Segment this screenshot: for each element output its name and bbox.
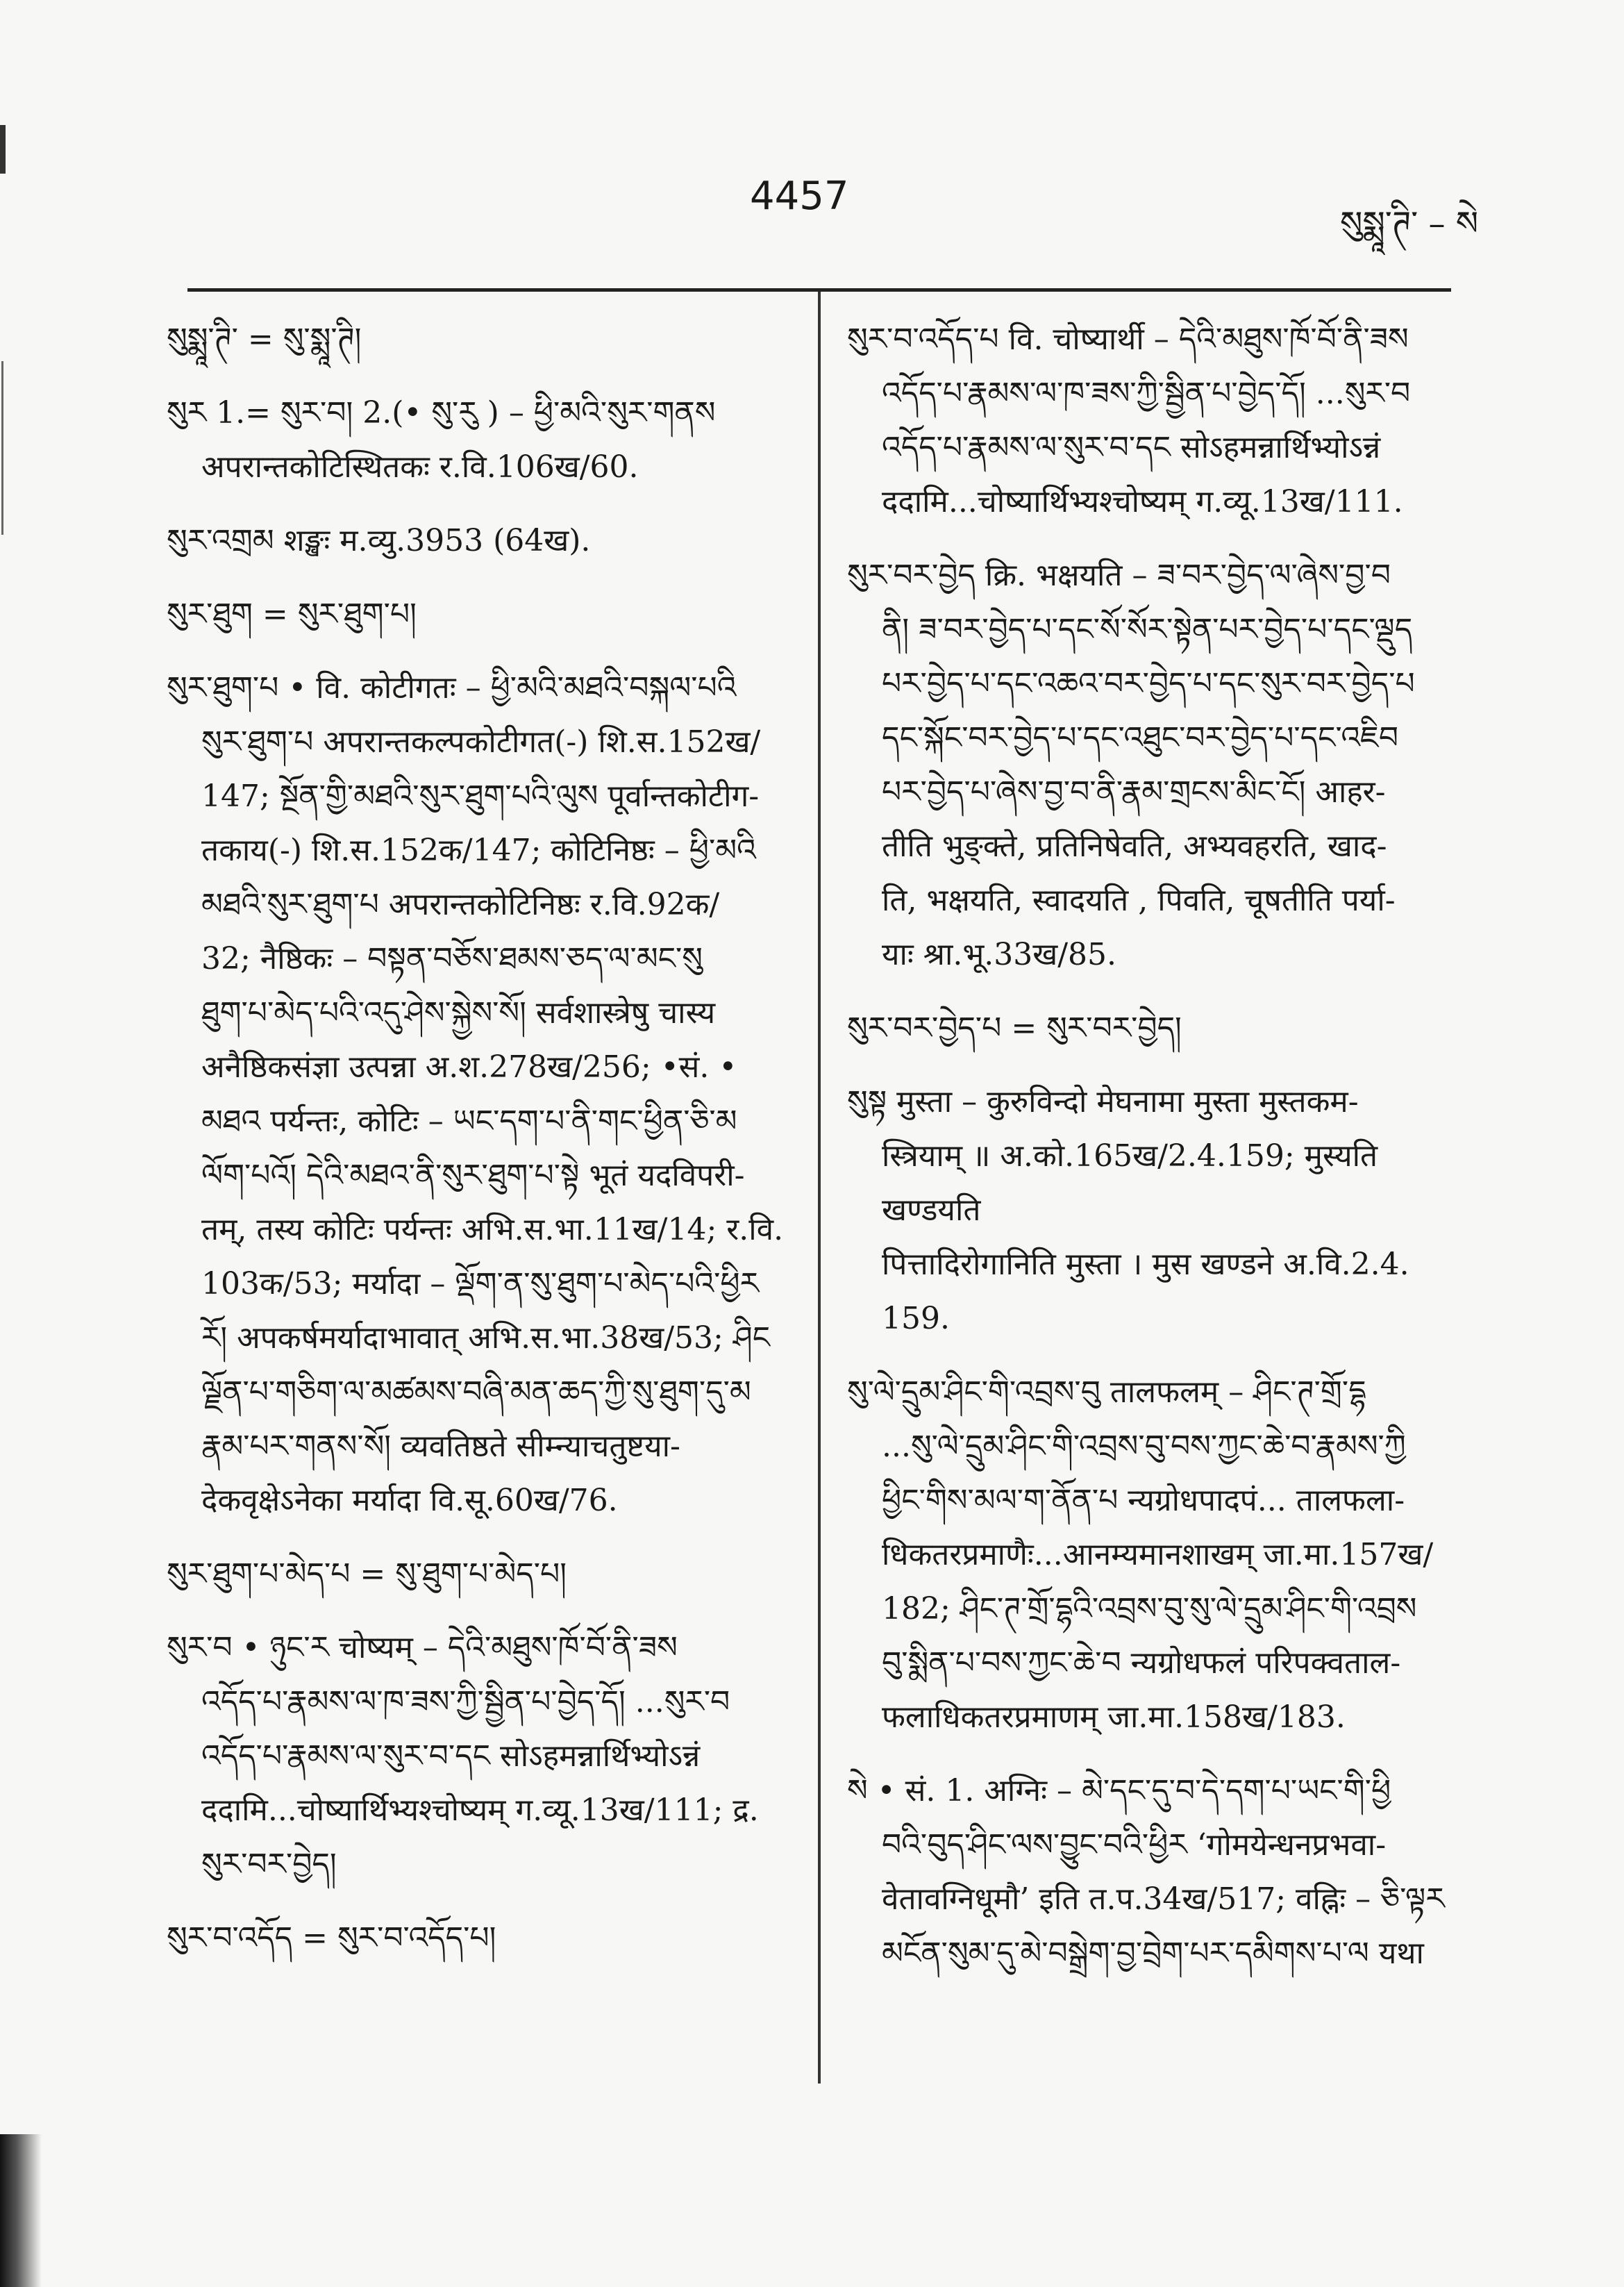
entry-headline: སུར་བ་འདོད་པ वि. चोष्यार्थी – དེའི་མཐུས་ཁོ་བོ་ནི་ཟས [847,322,1409,357]
entry-line: पित्तादिरोगानिति मुस्ता । मुस खण्डने अ.वि.2.4. [882,1247,1409,1282]
entry-line: བུ་སྨིན་པ་བས་ཀྱང་ཆེ་བ न्यग्रोधफलं परिपक्वताल- [882,1645,1401,1681]
dictionary-entry [167,386,792,494]
entry-line: འདོད་པ་རྣམས་ལ་ཁ་ཟས་ཀྱི་སྦྱིན་པ་བྱེད་དོ། ...སུར་བ [201,1684,730,1720]
entry-line: མངོན་སུམ་དུ་མེ་བསྒྲེག་བྱ་བྲེག་པར་དམིགས་པ་ལ यथा [882,1936,1424,1971]
entry-line: तम्, तस्य कोटिः पर्यन्तः अभि.स.भा.11ख/14; र.वि. [201,1212,784,1247]
entry-line: 32; नैष्ठिकः – བསྟན་བཅོས་ཐམས་ཅད་ལ་མང་སུ [201,941,703,976]
entry-headline: སེ • सं. 1. अग्निः – མེ་དང་དུ་བ་དེ་དག་པ་ཡང་གི་ཕྱི [847,1773,1391,1808]
dictionary-entry [847,549,1458,982]
entry-line: 182; ཤིང་ཊ་གྲོ་དྷའི་འབྲས་བུ་སུ་ལེ་དྲུམ་ཤིང་གི་འབྲས [882,1591,1417,1627]
entry-line: བའི་བུད་ཤིང་ལས་བྱུང་བའི་ཕྱིར ‘गोमयेन्धनप्रभवा- [882,1827,1387,1863]
dictionary-entry [847,1764,1458,1981]
entry-headline: སུསྟ मुस्ता – कुरुविन्दो मेघनामा मुस्ता मुस्तकम- [847,1084,1359,1120]
margin-line [1,361,3,535]
entry-line: तकाय(-) शि.स.152क/147; कोटिनिष्ठः – ཕྱི་མའི [201,833,756,868]
entry-line: ལོག་པའོ། དེའི་མཐའ་ནི་སུར་ཐུག་པ་སྟེ भूतं यदविपरी- [201,1158,745,1193]
dictionary-entry [167,1547,792,1602]
entry-line: स्त्रियाम् ॥ अ.को.165ख/2.4.159; मुस्यति खण्डयति [882,1138,1378,1228]
dictionary-entry [847,1075,1458,1346]
running-head: སུསྨཱ་ཊི་ – སེ [1340,204,1479,243]
entry-headline: སུར་བ་འདོད = སུར་བ་འདོད་པ། [167,1920,496,1956]
entry-line: ཐུག་པ་མེད་པའི་འདུ་ཤེས་སྐྱེས་སོ། सर्वशास्त्रेषु चास्य [201,995,716,1031]
entry-line: 147; སྔོན་གྱི་མཐའི་སུར་ཐུག་པའི་ལུས पूर्वान्तकोटीग- [201,779,760,814]
entry-line: ལྗོན་པ་གཅིག་ལ་མཚམས་བཞི་མན་ཆད་ཀྱི་སུ་ཐུག་དུ་མ [201,1374,751,1410]
entry-headline: སུསྨཱ་ཊི་ = སུ་སྨཱ་ཊི། [167,322,362,357]
entry-line: ति, भक्षयति, स्वादयति , पिवति, चूषतीति पर्या- [882,883,1396,918]
entry-line: देकवृक्षेऽनेका मर्यादा वि.सू.60ख/76. [201,1483,618,1518]
entry-line: ཕྱིང་གིས་མལ་ག་ནོན་པ न्यग्रोधपादपं... तालफला- [882,1483,1405,1518]
entry-headline: སུ་ལེ་དྲུམ་ཤིང་གི་འབྲས་བུ तालफलम् – ཤིང་ཊ་གྲོ་དྷ [847,1374,1366,1410]
entry-line: སུར་ཐུག་པ अपरान्तकल्पकोटीगत(-) शि.स.152ख/ [201,724,761,760]
entry-line: འདོད་པ་རྣམས་ལ་སུར་བ་དང सोऽहमन्नार्थिभ्योऽन्नं [201,1738,701,1774]
entry-line: धिकतरप्रमाणैः...आनम्यमानशाखम् जा.मा.157ख/ [882,1537,1434,1572]
entry-headline: སུར 1.= སུར་བ། 2.(• སུ་རུ ) – ཕྱི་མའི་སུར་གནས [167,395,716,431]
dictionary-entry [847,1365,1458,1745]
dictionary-entry [167,588,792,642]
entry-line: ནི། ཟ་བར་བྱེད་པ་དང་སོ་སོར་སྟེན་པར་བྱེད་པ་དང་ལྡུད [882,612,1413,647]
entry-line: རྣམ་པར་གནས་སོ། व्यवतिष्ठते सीम्न्याचतुष्टया- [201,1429,680,1464]
entry-line: འདོད་པ་རྣམས་ལ་ཁ་ཟས་ཀྱི་སྦྱིན་པ་བྱེད་དོ། ...སུར་བ [882,376,1411,411]
dictionary-entry [167,1621,792,1892]
entry-line: तीति भुङ्क्ते, प्रतिनिषेवति, अभ्यवहरति, खाद- [882,829,1387,864]
page-number: 4457 [750,174,849,219]
left-column [167,313,792,1985]
entry-headline: སུར་བ • ཉུང་ར चोष्यम् – དེའི་མཐུས་ཁོ་བོ་ནི་ཟས [167,1630,678,1665]
entry-line: अनैष्ठिकसंज्ञा उत्पन्ना अ.श.278ख/256; •सं. • [201,1049,737,1085]
entry-line: པར་བྱེད་པ་དང་འཆའ་བར་བྱེད་པ་དང་སུར་བར་བྱེད་པ [882,666,1415,701]
entry-headline: སུར་བར་བྱེད་པ = སུར་བར་བྱེད། [847,1011,1182,1046]
right-column [847,313,1458,2000]
entry-line: 103क/53; मर्यादा – ལྡོག་ན་སུ་ཐུག་པ་མེད་པའི་ཕྱིར [201,1266,760,1301]
entry-line: མཐའི་སུར་ཐུག་པ अपरान्तकोटिनिष्ठः र.वि.92क/ [201,887,720,922]
entry-line: ...སུ་ལེ་དྲུམ་ཤིང་གི་འབྲས་བུ་བས་ཀྱང་ཆེ་བ་རྣམས་ཀྱི [882,1429,1406,1464]
entry-line: अपरान्तकोटिस्थितकः र.वि.106ख/60. [201,449,639,485]
entry-line: वेतावग्निधूमौ’ इति त.प.34ख/517; वह्निः – ཅི་ལྟར [882,1881,1445,1917]
dictionary-entry [167,313,792,367]
entry-headline: སུར་ཐུག་པ • वि. कोटीगतः – ཕྱི་མའི་མཐའི་བསྐལ་པའི [167,670,737,706]
entry-line: མཐའ पर्यन्तः, कोटिः – ཡང་དག་པ་ནི་གང་ཕྱིན་ཅི་མ [201,1104,737,1139]
entry-line: ददामि...चोष्यार्थिभ्यश्चोष्यम् ग.व्यू.13ख/111; द्र. [201,1793,759,1828]
dictionary-entry [847,1001,1458,1056]
column-divider [818,292,821,2084]
entry-headline: སུར་བར་བྱེད क्रि. भक्षयति – ཟ་བར་བྱེད་ལ་ཞེས་བྱ་བ [847,558,1391,593]
entry-line: སུར་བར་བྱེད། [201,1847,337,1882]
entry-line: याः श्रा.भू.33ख/85. [882,937,1117,972]
dictionary-entry [167,514,792,568]
dictionary-entry [167,661,792,1528]
entry-headline: སུར་འགྲམ शङ्खः म.व्यु.3953 (64ख). [167,523,591,558]
entry-headline: སུར་ཐུག་པ་མེད་པ = སུ་ཐུག་པ་མེད་པ། [167,1556,567,1592]
entry-line: ददामि...चोष्यार्थिभ्यश्चोष्यम् ग.व्यू.13ख/111. [882,484,1403,519]
entry-headline: སུར་ཐུག = སུར་ཐུག་པ། [167,597,417,632]
entry-line: འདོད་པ་རྣམས་ལ་སུར་བ་དང सोऽहमन्नार्थिभ्योऽन्नं [882,430,1381,465]
dictionary-entry [167,1911,792,1965]
entry-line: དང་སྐོང་བར་བྱེད་པ་དང་འཐུང་བར་བྱེད་པ་དང་འཇིབ [882,720,1399,756]
scan-shadow [0,2134,42,2287]
entry-line: फलाधिकतरप्रमाणम् जा.मा.158ख/183. [882,1699,1346,1735]
margin-mark [0,125,6,174]
entry-line: 159. [882,1301,950,1336]
dictionary-entry [847,313,1458,529]
entry-line: རོ། अपकर्षमर्यादाभावात् अभि.स.भा.38ख/53; ཤིང [201,1320,771,1356]
entry-line: པར་བྱེད་པ་ཞེས་བྱ་བ་ནི་རྣམ་གྲངས་མིང་ངོ། आहर- [882,774,1386,810]
